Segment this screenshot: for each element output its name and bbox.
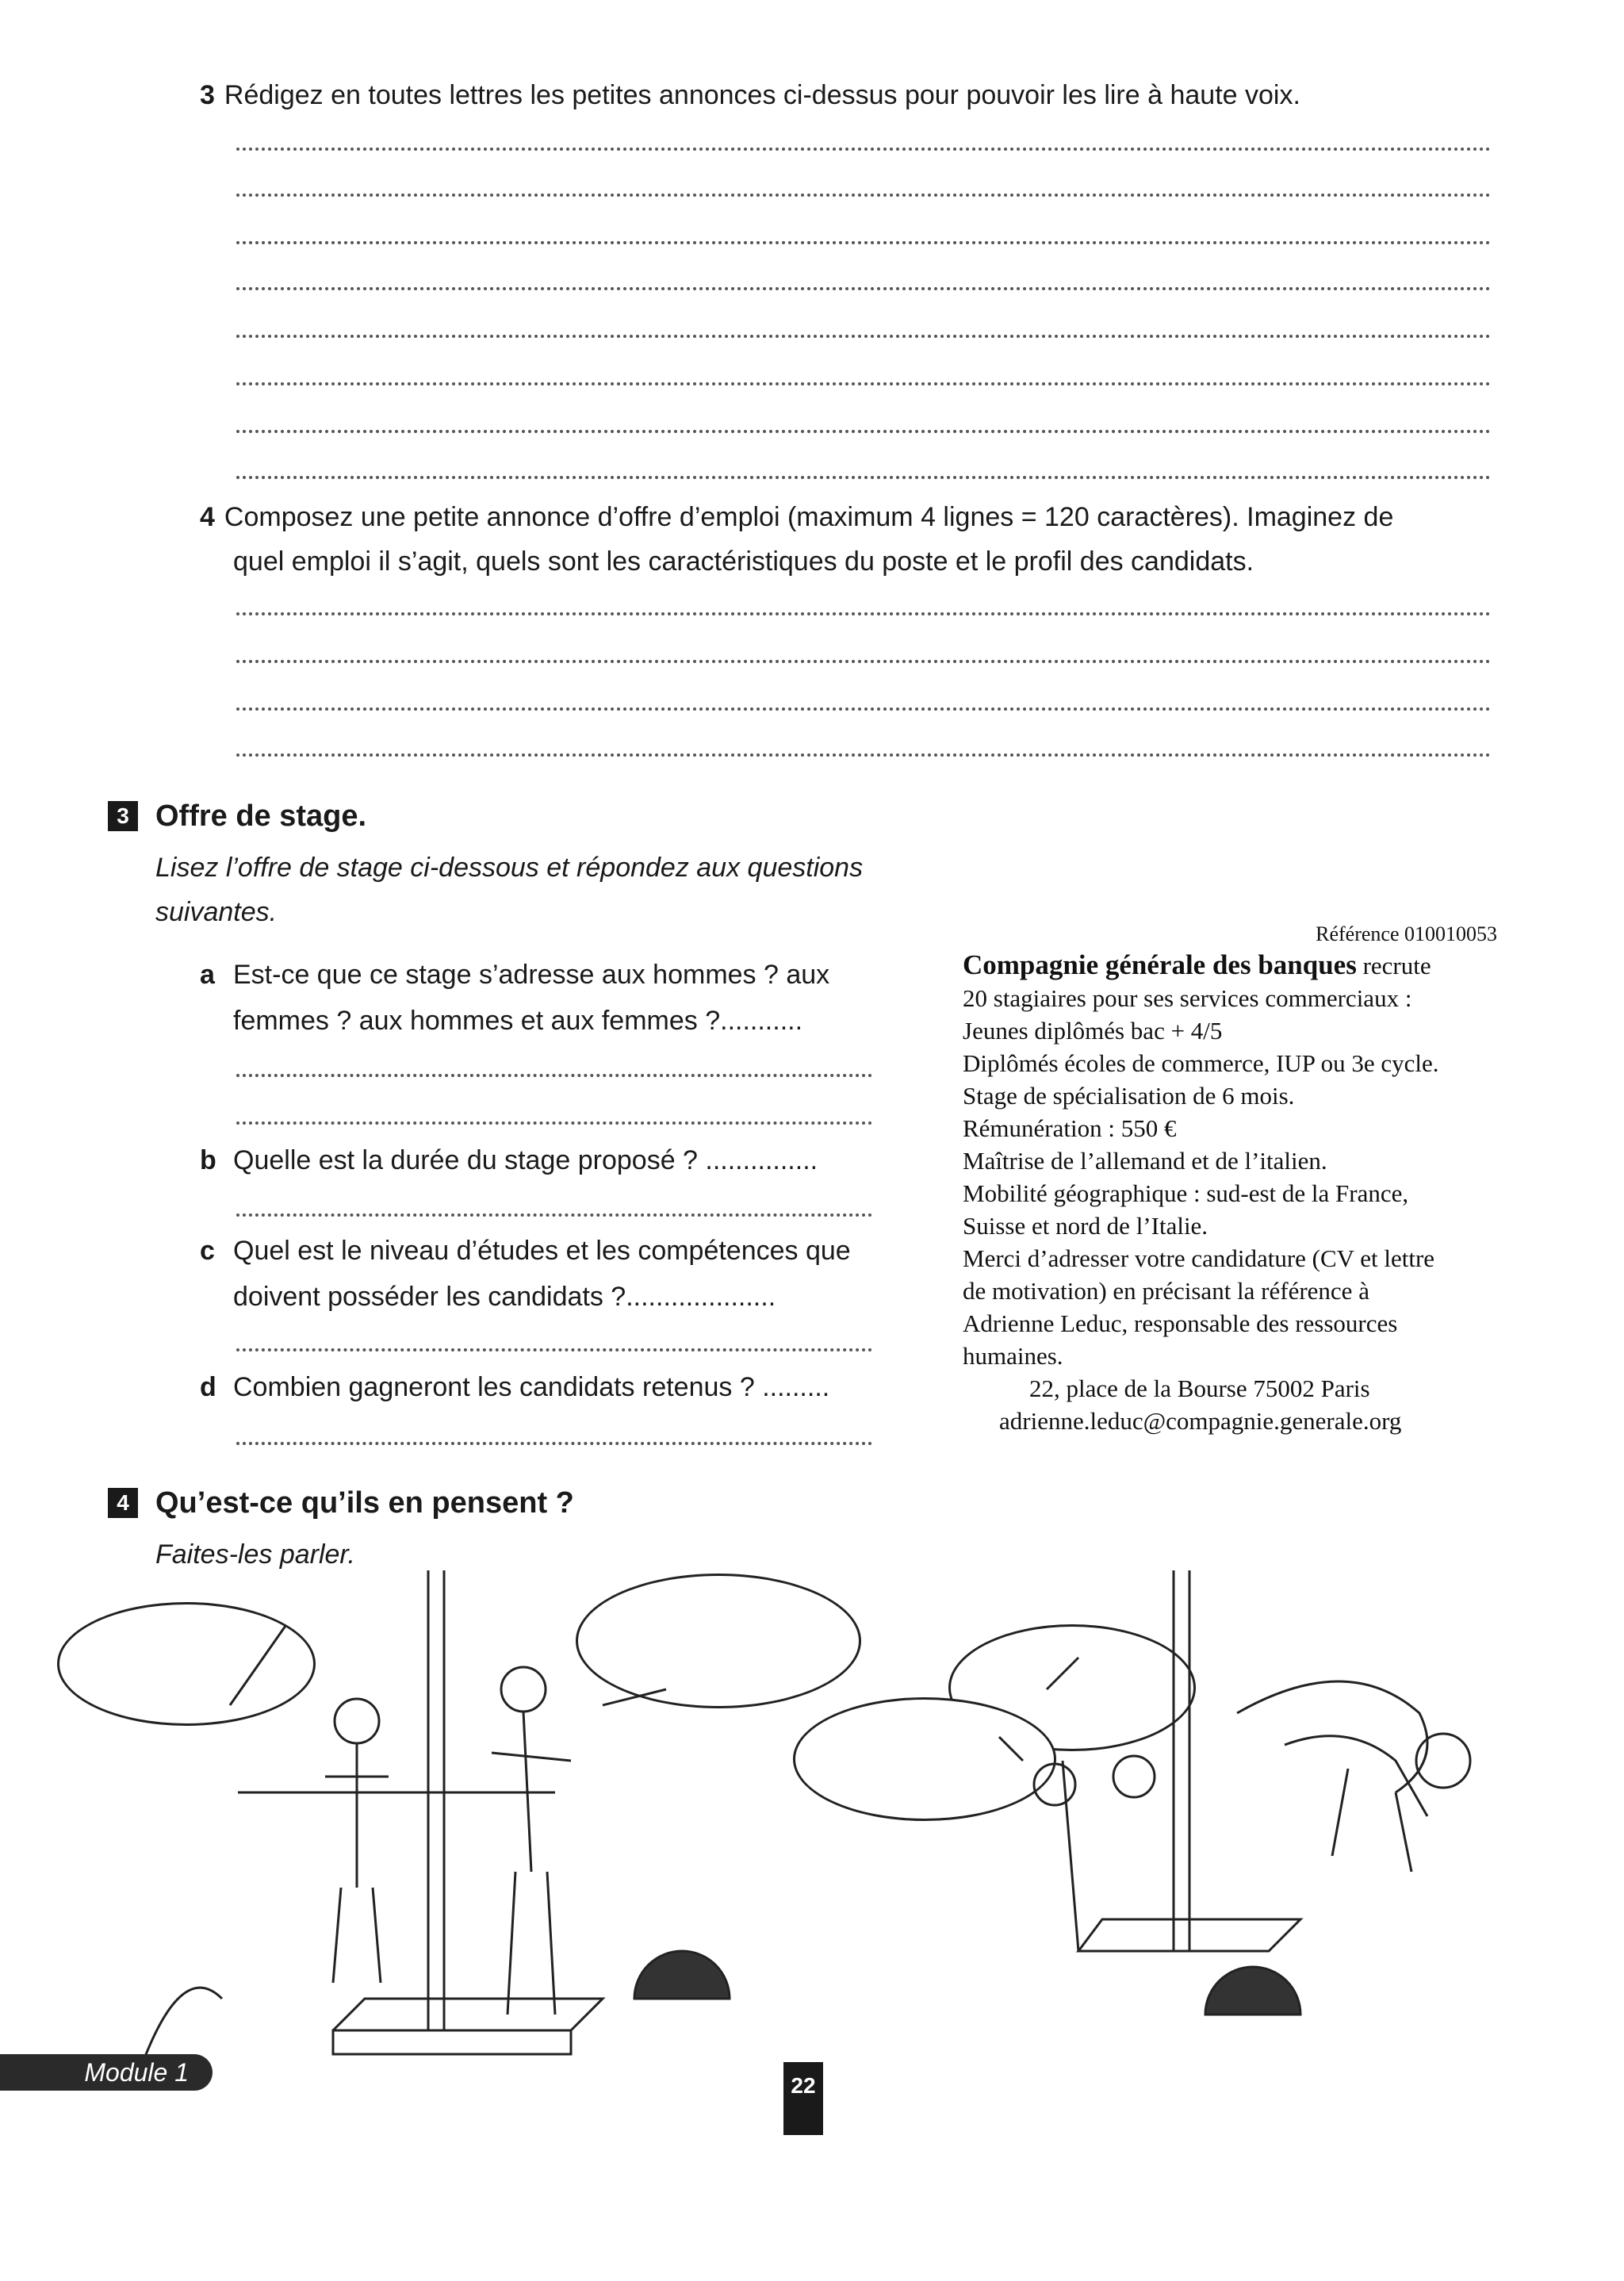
answer-line[interactable] [236,194,1491,197]
question-text: Combien gagneront les candidats retenus ? ......... [233,1372,830,1402]
question-letter: b [200,1145,216,1175]
ad-line: Merci d’adresser votre candidature (CV et lettre [963,1244,1435,1272]
module-tab: Module 1 [0,2054,213,2091]
ad-line: Suisse et nord de l’Italie. [963,1212,1208,1240]
answer-line[interactable] [236,707,1491,711]
question-text: Composez une petite annonce d’offre d’emploi (maximum 4 lignes = 120 caractères). Imaginez de [224,502,1394,532]
answer-line[interactable] [236,241,1491,244]
answer-line[interactable] [236,476,1491,479]
ad-company-suffix: recrute [1356,952,1431,979]
ad-line: Adrienne Leduc, responsable des ressources [963,1309,1398,1337]
answer-line[interactable] [236,660,1491,663]
answer-line[interactable] [236,753,1491,757]
question-text: Quelle est la durée du stage proposé ? ............... [233,1145,818,1175]
question-number: 3 [200,80,215,110]
question-letter: a [200,960,215,990]
ad-line: 20 stagiaires pour ses services commerciaux : [963,984,1412,1012]
bubble-tail [230,1626,285,1705]
ad-line: humaines. [963,1342,1063,1370]
question-d [200,1364,882,1410]
ad-address: 22, place de la Bourse 75002 Paris [1029,1374,1370,1402]
answer-line[interactable] [236,335,1491,338]
section-number-badge: 3 [108,801,138,831]
answer-line[interactable] [236,430,1491,433]
question-a [200,952,882,1044]
bungee-jumpers-illustration [48,1555,872,2062]
ad-reference: Référence 010010053 [1316,922,1497,945]
question-number: 4 [200,502,215,532]
section-title: Qu’est-ce qu’ils en pensent ? [155,1486,574,1520]
answer-line[interactable] [236,1348,872,1351]
ad-line: Mobilité géographique : sud-est de la France, [963,1179,1409,1207]
question-b [200,1137,882,1183]
ad-line: Jeunes diplômés bac + 4/5 [963,1017,1223,1045]
bungee-jumper-falling-illustration [793,1555,1586,2062]
page-number: 22 [783,2062,823,2135]
answer-line[interactable] [236,612,1491,615]
answer-line[interactable] [236,1442,872,1445]
answer-line[interactable] [236,1213,872,1217]
section-title: Offre de stage. [155,799,367,833]
question-text: Est-ce que ce stage s’adresse aux hommes ? aux [233,960,830,990]
ad-line: de motivation) en précisant la référence à [963,1277,1369,1305]
instruction-line: Lisez l’offre de stage ci-dessous et répondez aux questions [155,853,864,883]
bubble-tail [999,1737,1023,1761]
question-3 [200,73,1300,117]
question-c [200,1228,882,1320]
answer-line[interactable] [236,287,1491,290]
ad-email: adrienne.leduc@compagnie.generale.org [999,1407,1402,1435]
question-text: Quel est le niveau d’études et les compétences que [233,1236,851,1266]
answer-line[interactable] [236,148,1491,151]
ad-line: Diplômés écoles de commerce, IUP ou 3e cycle. [963,1049,1439,1077]
ad-company-name: Compagnie générale des banques [963,949,1357,980]
answer-line[interactable] [236,1074,872,1077]
instruction-line: suivantes. [155,897,278,927]
ad-line: Maîtrise de l’allemand et de l’italien. [963,1147,1327,1175]
question-text-continued: quel emploi il s’agit, quels sont les caractéristiques du poste et le profil des candidats. [233,546,1254,577]
answer-line[interactable] [236,382,1491,385]
question-letter: d [200,1372,216,1402]
section-instruction: Faites-les parler. [155,1539,355,1570]
ad-line: Rémunération : 550 € [963,1114,1177,1142]
question-text: Rédigez en toutes lettres les petites annonces ci-dessus pour pouvoir les lire à haute voix. [224,80,1300,110]
question-letter: c [200,1236,215,1266]
section-number-badge: 4 [108,1488,138,1518]
job-advertisement [963,920,1497,1437]
question-4 [200,495,1500,584]
question-text-continued: doivent posséder les candidats ?.................... [233,1282,776,1312]
bubble-tail [1047,1658,1078,1689]
answer-line[interactable] [236,1121,872,1125]
bubble-tail [603,1689,666,1705]
ad-line: Stage de spécialisation de 6 mois. [963,1082,1295,1110]
question-text-continued: femmes ? aux hommes et aux femmes ?........... [233,1006,803,1036]
section-instruction [155,845,863,934]
